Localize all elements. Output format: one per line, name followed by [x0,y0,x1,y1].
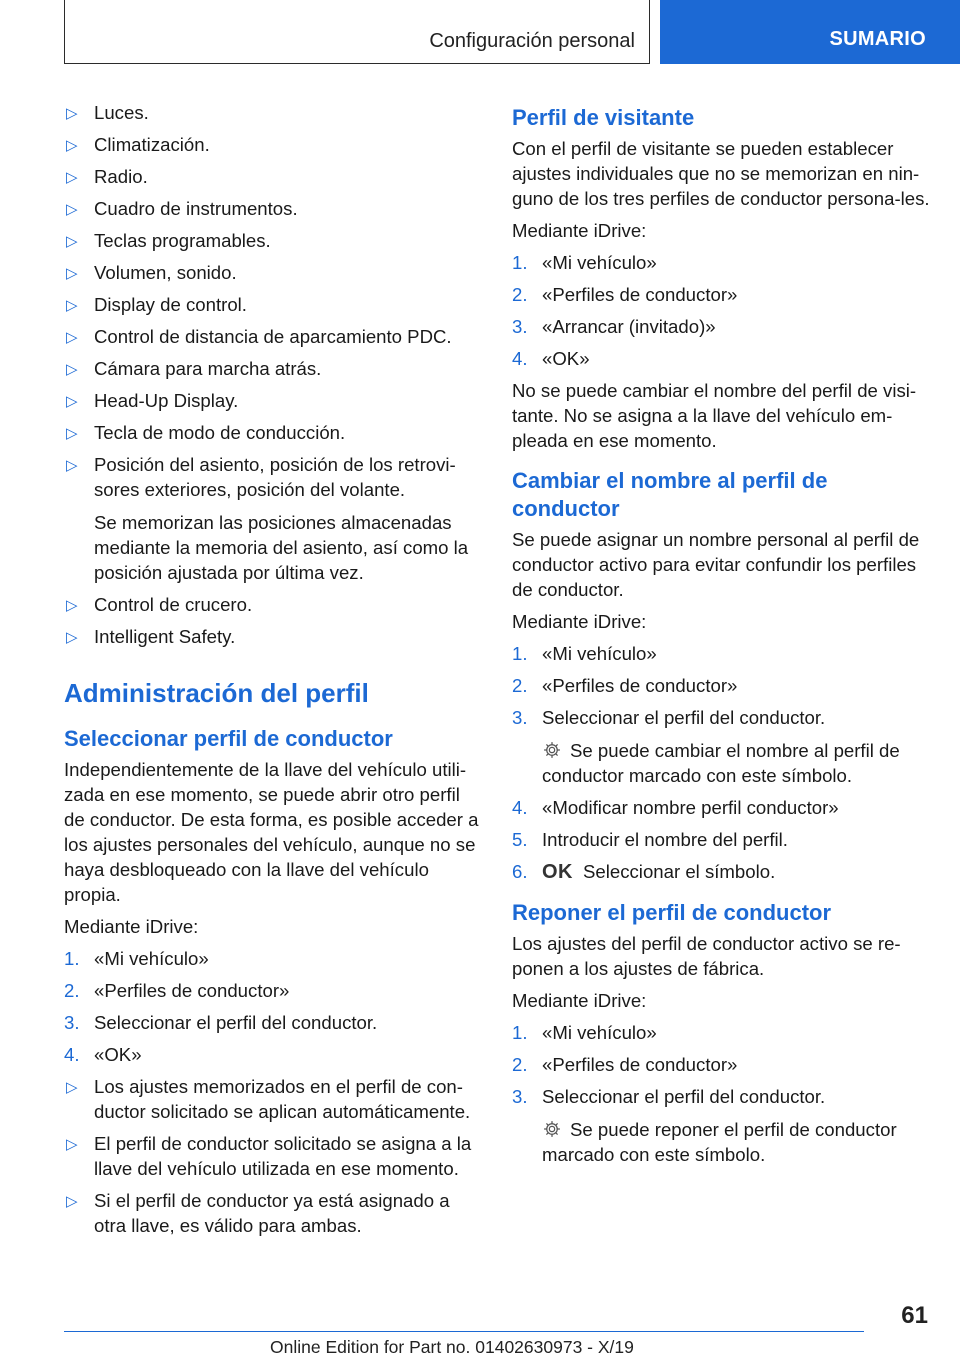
step-item [64,1042,480,1067]
paragraph: Los ajustes del perfil de conductor activo se re-ponen a los ajustes de fábrica. [512,933,901,979]
chapter-box [64,0,650,64]
step-item: 1. «Mi vehículo» [512,643,657,664]
list-item-text: Cuadro de instrumentos. [94,198,298,219]
list-item-text: Climatización. [94,134,210,155]
step-text: «Mi vehículo» [542,252,657,273]
paragraph: Con el perfil de visitante se pueden establecer ajustes individuales que no se memorizan en nin-guno de los tres perfiles de conductor persona-les. [512,138,930,209]
step-text: «OK» [94,1044,142,1065]
list-item [64,1074,480,1124]
list-item [64,388,480,413]
step-number: 2. [64,980,80,1001]
triangle-bullet-icon: ▷ [66,457,78,474]
list-item [64,420,480,445]
triangle-bullet-icon: ▷ [66,393,78,410]
step-text: «Mi vehículo» [94,948,209,969]
idrive-label: Mediante iDrive: [512,611,647,632]
list-item: ▷ Posición del asiento, posición de los retrovi-sores exteriores, posición del volante. Se memorizan las posiciones almacenadas mediante la memoria del asiento, así como la posición ajustada por última vez. [64,452,480,585]
step-item [512,314,932,339]
paragraph: Se puede asignar un nombre personal al perfil de conductor activo para evitar confundir los perfiles de conductor. [512,529,920,600]
list-item-note: Se memorizan las posiciones almacenadas mediante la memoria del asiento, así como la posición ajustada por última vez. [94,512,469,583]
results-list [64,1074,480,1238]
list-item [64,1188,480,1238]
list-item-text: Luces. [94,102,149,123]
step-item: 1. «Mi vehículo» [512,1022,657,1043]
triangle-bullet-icon: ▷ [66,329,78,346]
list-item [64,292,480,317]
list-item-text: Radio. [94,166,148,187]
list-item-text: Teclas programables. [94,230,271,251]
step-text: «OK» [542,348,590,369]
step-number: 1. [512,252,528,273]
triangle-bullet-icon: ▷ [66,597,78,614]
list-item [64,100,480,125]
list-item [64,624,480,649]
step-item [512,250,932,275]
footer-divider [64,1331,864,1332]
triangle-bullet-icon: ▷ [66,297,78,314]
triangle-bullet-icon: ▷ [66,1079,78,1096]
step-item: 2. «Perfiles de conductor» [512,1054,738,1075]
step-item [64,1010,480,1035]
list-item-text: Tecla de modo de conducción. [94,422,346,443]
list-item [64,1131,480,1181]
list-item-text: Volumen, sonido. [94,262,237,283]
step-item: 3. Seleccionar el perfil del conductor. Se puede reponer el perfil de conductor marcado con este símbolo. [512,1084,932,1167]
settings-list [64,100,480,445]
page-number: 61 [901,1302,928,1329]
step-item: 3. Seleccionar el perfil del conductor. Se puede cambiar el nombre al perfil de conductor marcado con este símbolo. [512,705,932,788]
steps-list [512,250,932,371]
list-item [64,260,480,285]
step-item: 6. OK Seleccionar el símbolo. [512,861,776,883]
triangle-bullet-icon: ▷ [66,265,78,282]
step-number: 3. [64,1012,80,1033]
step-item [512,282,932,307]
triangle-bullet-icon: ▷ [66,1193,78,1210]
step-item: 5. Introducir el nombre del perfil. [512,829,788,850]
list-item-text: El perfil de conductor solicitado se asigna a la llave del vehículo utilizada en ese momento. [94,1133,472,1179]
subsection-title: Cambiar el nombre al perfil de conductor [512,468,828,521]
subsection-title: Seleccionar perfil de conductor [64,726,393,751]
triangle-bullet-icon: ▷ [66,169,78,186]
steps-list [64,946,480,1067]
triangle-bullet-icon: ▷ [66,233,78,250]
step-number: 4. [64,1044,80,1065]
step-number: 4. [512,348,528,369]
step-item [512,346,932,371]
triangle-bullet-icon: ▷ [66,629,78,646]
step-note: Se puede reponer el perfil de conductor marcado con este símbolo. [542,1119,897,1165]
list-item [64,164,480,189]
list-item [64,228,480,253]
step-text: «Perfiles de conductor» [542,284,738,305]
chapter-title: Configuración personal [429,30,635,52]
list-item-text: Head-Up Display. [94,390,239,411]
step-text: «Arrancar (invitado)» [542,316,716,337]
gear-icon [542,740,562,760]
section-title: Administración del perfil [64,678,369,708]
step-number: 3. [512,316,528,337]
paragraph: No se puede cambiar el nombre del perfil de visi-tante. No se asigna a la llave del vehículo em-pleada en ese momento. [512,380,917,451]
list-item-text: Cámara para marcha atrás. [94,358,322,379]
step-item [64,978,480,1003]
ok-symbol-icon: OK [542,861,573,883]
step-note: Se puede cambiar el nombre al perfil de conductor marcado con este símbolo. [542,740,900,786]
step-item: 4. «Modificar nombre perfil conductor» [512,797,839,818]
step-item: 2. «Perfiles de conductor» [512,675,738,696]
list-item [64,592,480,617]
list-item-text: Control de crucero. [94,594,253,615]
settings-list-2 [64,592,480,649]
page-header [0,0,960,66]
subsection-title: Perfil de visitante [512,105,695,130]
step-number: 1. [64,948,80,969]
triangle-bullet-icon: ▷ [66,105,78,122]
idrive-label: Mediante iDrive: [512,990,647,1011]
triangle-bullet-icon: ▷ [66,201,78,218]
left-column [64,100,480,1245]
list-item [64,324,480,349]
gear-icon [542,1119,562,1139]
footer-edition: Online Edition for Part no. 01402630973 - X/19 [270,1337,634,1357]
list-item-text: Intelligent Safety. [94,626,236,647]
list-item [64,132,480,157]
list-item-text: Si el perfil de conductor ya está asignado a otra llave, es válido para ambas. [94,1190,450,1236]
subsection-title: Reponer el perfil de conductor [512,900,832,925]
step-text: «Perfiles de conductor» [94,980,290,1001]
triangle-bullet-icon: ▷ [66,1136,78,1153]
list-item-text: Control de distancia de aparcamiento PDC. [94,326,452,347]
step-text: Seleccionar el perfil del conductor. [94,1012,378,1033]
paragraph: Independientemente de la llave del vehículo utili-zada en ese momento, se puede abrir otro perfil de conductor. De esta forma, es posible acceder a los ajustes personales del vehículo, aunque no se haya desbloqueado con la llave del vehículo propia. [64,759,479,905]
list-item-text: Los ajustes memorizados en el perfil de con-ductor solicitado se aplican automáticamente. [94,1076,471,1122]
list-item [64,196,480,221]
step-number: 2. [512,284,528,305]
triangle-bullet-icon: ▷ [66,137,78,154]
idrive-label: Mediante iDrive: [512,220,647,241]
step-item [64,946,480,971]
triangle-bullet-icon: ▷ [66,425,78,442]
right-column [512,100,932,1174]
list-item-text: Display de control. [94,294,247,315]
triangle-bullet-icon: ▷ [66,361,78,378]
contents-button[interactable]: SUMARIO [660,0,960,64]
idrive-label: Mediante iDrive: [64,916,199,937]
list-item [64,356,480,381]
